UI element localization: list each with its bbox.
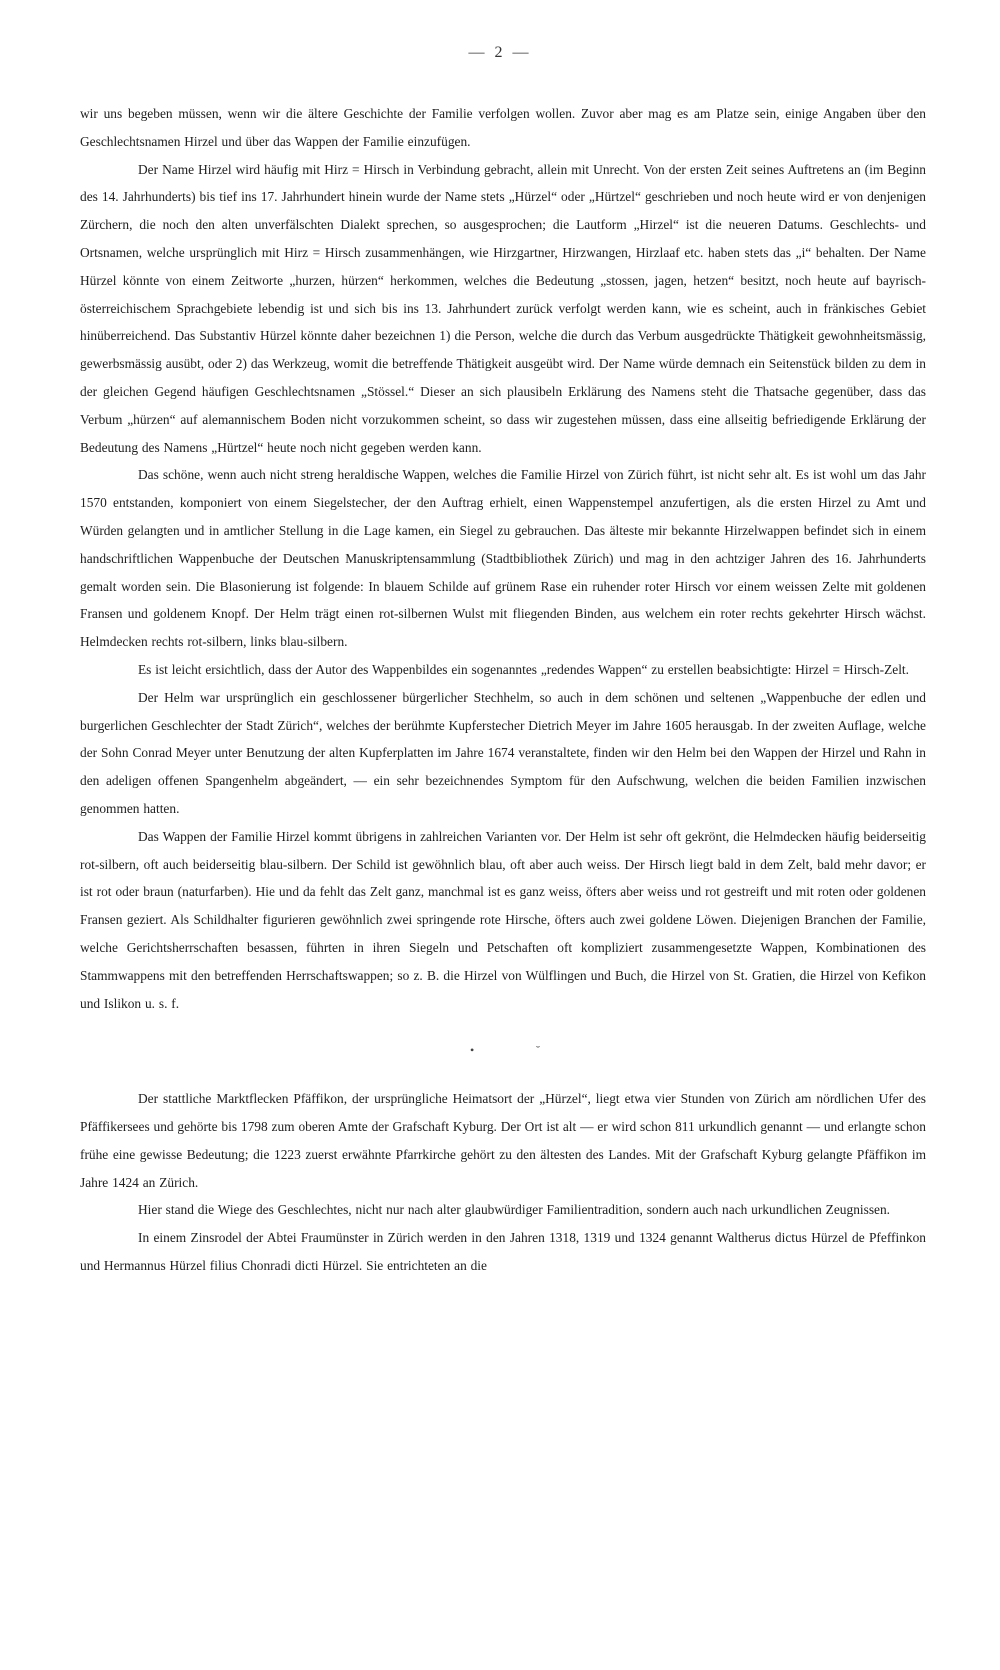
page-number: — 2 — [468, 44, 532, 61]
paragraph-name-origin: Der Name Hirzel wird häufig mit Hirz = Hirsch in Verbindung gebracht, allein mit Unrecht. Von der ersten Zeit seines Auftretens an (im Beginn des 14. Jahrhunderts) bis tief ins 17. Jahrhundert hinein wurde der Name stets „Hürzel“ oder „Hürtzel“ geschrieben und noch heute wird er von denjenigen Zürchern, die noch den alten unverfälschten Dialekt sprechen, so ausgesprochen; die Lautform „Hirzel“ ist die neueren Datums. Geschlechts- und Ortsnamen, welche ursprünglich mit Hirz = Hirsch zusammenhängen, wie Hirzgartner, Hirzwangen, Hirzlaaf etc. haben stets das „i“ behalten. Der Name Hürzel könnte von einem Zeitworte „hurzen, hürzen“ herkommen, welches die Bedeutung „stossen, jagen, hetzen“ besitzt, noch heute auf bayrisch-österreichischem Sprachgebiete lebendig ist und sich bis ins 13. Jahrhundert zurück verfolgt werden kann, wie es scheint, auch in fränkisches Gebiet hinüberreichend. Das Substantiv Hürzel könnte daher bezeichnen 1) die Person, welche die durch das Verbum ausgedrückte Thätigkeit gewohnheitsmässig, gewerbsmässig ausübt, oder 2) das Werkzeug, womit die betreffende Thätigkeit ausgeübt wird. Der Name würde demnach ein Seitenstück bilden zu dem in der gleichen Gegend häufigen Geschlechtsnamen „Stössel.“ Dieser an sich plausibeln Erklärung des Namens steht die Thatsache gegenüber, dass das Verbum „hürzen“ auf alemannischem Boden nicht vorzukommen scheint, so dass wir zugestehen müssen, dass eine allseitig befriedigende Erklärung der Bedeutung des Namens „Hürtzel“ heute noch nicht gegeben werden kann. [80, 161, 926, 455]
paragraph-pfaeffikon: Der stattliche Marktflecken Pfäffikon, der ursprüngliche Heimatsort der „Hürzel“, liegt etwa vier Stunden von Zürich am nördlichen Ufer des Pfäffikersees und gehörte bis 1798 zum oberen Amte der Grafschaft Kyburg. Der Ort ist alt — er wird schon 811 urkundlich genannt — und erlangte schon frühe eine gewisse Bedeutung; die 1223 zuerst erwähnte Pfarrkirche gehört zu den ältesten des Landes. Mit der Grafschaft Kyburg gelangte Pfäffikon im Jahre 1424 an Zürich. [80, 1091, 926, 1190]
paragraph-helmet: Der Helm war ursprünglich ein geschlossener bürgerlicher Stechhelm, so auch in dem schönen und seltenen „Wappenbuche der edlen und burgerlichen Geschlechter der Stadt Zürich“, welches der berühmte Kupferstecher Dietrich Meyer im Jahre 1605 herausgab. In der zweiten Auflage, welche der Sohn Conrad Meyer unter Benutzung der alten Kupferplatten im Jahre 1674 veranstaltete, finden wir den Helm bei den Wappen der Hirzel und Rahn in den adeligen offenen Spangenhelm abgeändert, — ein sehr bezeichnendes Symptom für den Aufschwung, welchen die beiden Familien inzwischen genommen hatten. [80, 689, 926, 816]
paragraph-variants: Das Wappen der Familie Hirzel kommt übrigens in zahlreichen Varianten vor. Der Helm ist sehr oft gekrönt, die Helmdecken häufig beiderseitig rot-silbern, oft auch beiderseitig blau-silbern. Der Schild ist gewöhnlich blau, oft aber auch weiss. Der Hirsch liegt bald in dem Zelt, bald mehr davor; er ist rot oder braun (naturfarben). Hie und da fehlt das Zelt ganz, manchmal ist es ganz weiss, öfters aber weiss und rot gestreift und mit roten oder goldenen Fransen geziert. Als Schildhalter figurieren gewöhnlich zwei springende rote Hirsche, öfters auch zwei goldene Löwen. Diejenigen Branchen der Familie, welche Gerichtsherrschaften besassen, führten in ihren Siegeln und Petschaften oft kompliziert zusammengesetzte Wappen, Kombinationen des Stammwappens mit den betreffenden Herrschaftswappen; so z. B. die Hirzel von Wülflingen und Buch, die Hirzel von St. Gratien, die Hirzel von Kefikon und Islikon u. s. f. [80, 828, 926, 1011]
paragraph-intro-continuation: wir uns begeben müssen, wenn wir die ältere Geschichte der Familie verfolgen wollen. Zuvor aber mag es am Platze sein, einige Angaben über den Geschlechtsnamen Hirzel und über das Wappen der Familie einzufügen. [80, 106, 926, 149]
paragraph-cradle: Hier stand die Wiege des Geschlechtes, nicht nur nach alter glaubwürdiger Familientradition, sondern auch nach urkundlichen Zeugnissen. [138, 1202, 891, 1218]
paragraph-zinsrodel: In einem Zinsrodel der Abtei Fraumünster in Zürich werden in den Jahren 1318, 1319 und 1324 genannt Waltherus dictus Hürzel de Pfeffinkon und Hermannus Hürzel filius Chonradi dicti Hürzel. Sie entrichteten an die [80, 1230, 926, 1274]
paragraph-coat-of-arms: Das schöne, wenn auch nicht streng heraldische Wappen, welches die Familie Hirzel von Zürich führt, ist nicht sehr alt. Es ist wohl um das Jahr 1570 entstanden, komponiert von einem Siegelstecher, der den Auftrag erhielt, einen Wappenstempel anzufertigen, als die ersten Hirzel zu Amt und Würden gelangten und in amtlicher Stellung in die Lage kamen, ein Siegel zu gebrauchen. Das älteste mir bekannte Hirzelwappen befindet sich in einem handschriftlichen Wappenbuche der Deutschen Manuskriptensammlung (Stadtbibliothek Zürich) und mag in den achtziger Jahren des 16. Jahrhunderts gemalt worden sein. Die Blasonierung ist folgende: In blauem Schilde auf grünem Rase ein ruhender roter Hirsch vor einem weissen Zelte mit goldenen Fransen und goldenem Knopf. Der Helm trägt einen rot-silbernen Wulst mit fliegenden Binden, aus welchem ein roter rechts gekehrter Hirsch wächst. Helmdecken rechts rot-silbern, links blau-silbern. [80, 467, 926, 650]
paragraph-canting-arms: Es ist leicht ersichtlich, dass der Autor des Wappenbildes ein sogenanntes „redendes Wappen“ zu erstellen beabsichtigte: Hirzel = Hirsch-Zelt. [138, 661, 909, 677]
section-separator [80, 1017, 926, 1085]
body-text [80, 100, 926, 1280]
separator-mark: ˘ [536, 1043, 540, 1058]
separator-mark: • [470, 1043, 475, 1058]
